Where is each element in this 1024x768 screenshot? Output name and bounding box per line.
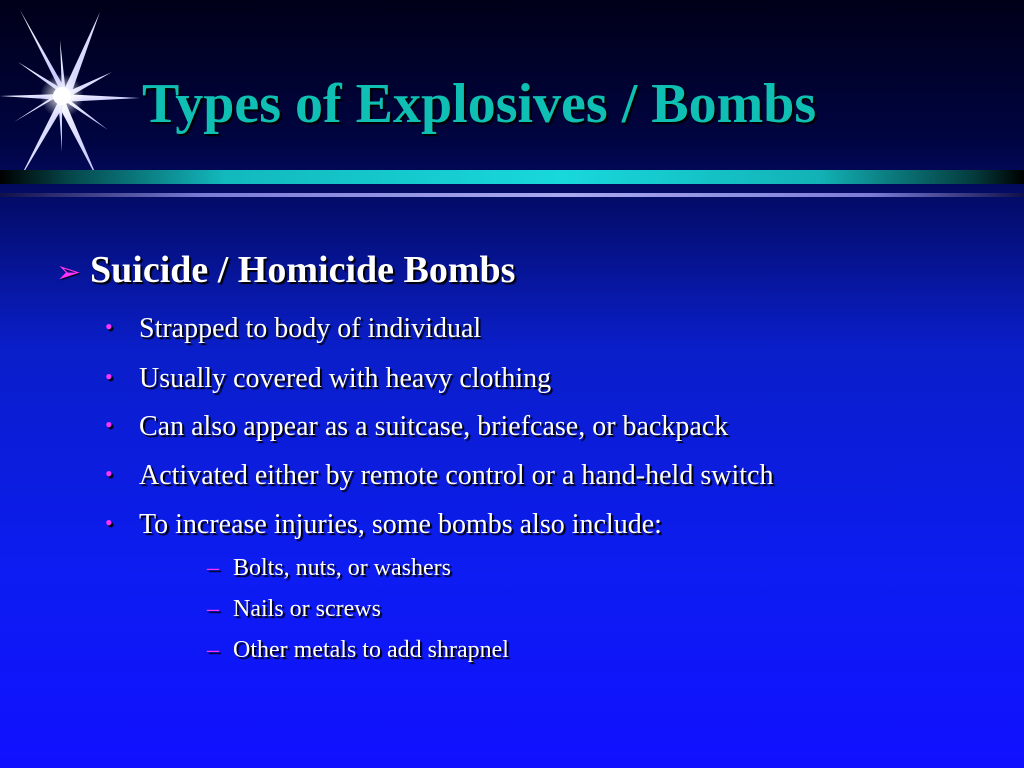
- bullet-dot-icon: •: [105, 412, 113, 437]
- sub-bullet-item: [207, 635, 509, 665]
- bullet-item: [103, 408, 728, 444]
- bullet-item: [103, 506, 662, 542]
- sub-bullet-text: Other metals to add shrapnel: [233, 637, 509, 663]
- main-bullet: [56, 248, 515, 292]
- dash-bullet-icon: –: [207, 596, 219, 622]
- bullet-item: [103, 310, 481, 346]
- bullet-text: Activated either by remote control or a hand-held switch: [139, 460, 774, 491]
- sub-bullet-item: [207, 594, 381, 624]
- sub-bullet-item: [207, 553, 451, 583]
- bullet-text: Usually covered with heavy clothing: [139, 363, 552, 394]
- bullet-item: [103, 457, 773, 493]
- main-bullet-text: Suicide / Homicide Bombs: [90, 249, 516, 291]
- arrow-bullet-icon: ➢: [56, 255, 82, 290]
- bullet-dot-icon: •: [105, 314, 113, 339]
- sub-bullet-text: Bolts, nuts, or washers: [233, 555, 451, 581]
- bullet-item: [103, 360, 551, 396]
- dash-bullet-icon: –: [207, 637, 219, 663]
- bullet-text: Can also appear as a suitcase, briefcase, or backpack: [139, 411, 729, 442]
- bullet-dot-icon: •: [105, 364, 113, 389]
- bullet-dot-icon: •: [105, 461, 113, 486]
- bullet-dot-icon: •: [105, 510, 113, 535]
- bullet-text: Strapped to body of individual: [139, 313, 482, 344]
- slide-title: Types of Explosives / Bombs: [142, 73, 817, 135]
- dash-bullet-icon: –: [207, 555, 219, 581]
- bullet-text: To increase injuries, some bombs also include:: [139, 509, 662, 540]
- sub-bullet-text: Nails or screws: [233, 596, 381, 622]
